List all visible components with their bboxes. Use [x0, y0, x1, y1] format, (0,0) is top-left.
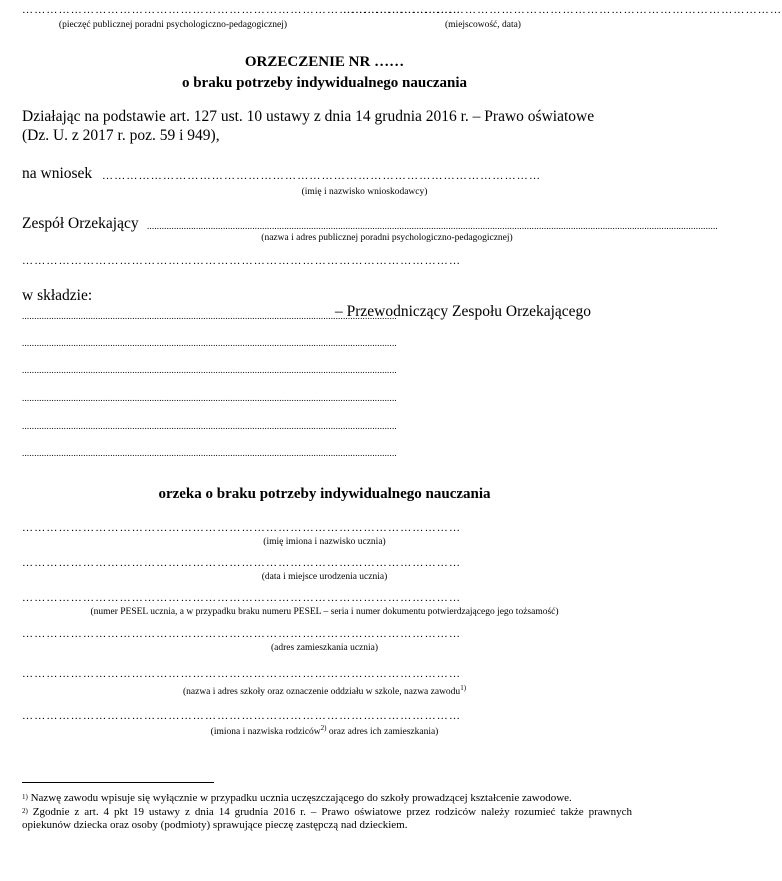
request-label: na wniosek [22, 165, 93, 182]
stamp-caption: (pieczęć publicznej poradni psychologiczno-pedagogicznej) [58, 20, 288, 30]
chair-field[interactable]: ......................................................................................................................................................... [22, 311, 397, 321]
student-name-caption: (imię imiona i nazwisko ucznia) [263, 537, 386, 547]
footnote-2-text: Zgodnie z art. 4 pkt 19 ustawy z dnia 14 grudnia 2016 r. – Prawo oświatowe przez rodziców należy rozumieć także prawnych opiekunów dziecka oraz osoby (podmioty) sprawujące pieczę zastępczą nad dzieckiem. [22, 806, 633, 831]
team-label: Zespół Orzekający [22, 215, 139, 232]
member-field-3[interactable]: ......................................................................................................................................................... [22, 393, 397, 403]
footnote-1-text: Nazwę zawodu wpisuje się wyłącznie w przypadku ucznia uczęszczającego do szkoły prowadzącej kształcenie zawodowe. [30, 792, 572, 804]
composition-label: w składzie: [22, 287, 93, 304]
student-name-field[interactable]: ……………………………………………………………………………………………… [22, 522, 462, 534]
request-field[interactable]: ……………………………………………………………………………………………… [102, 170, 542, 182]
school-caption-text: (nazwa i adres szkoły oraz oznaczenie oddziału w szkole, nazwa zawodu [182, 687, 461, 698]
document-title: ORZECZENIE NR …… [244, 54, 405, 70]
address-field[interactable]: ……………………………………………………………………………………………… [22, 628, 462, 640]
parents-caption-text-end: oraz adres ich zamieszkania) [326, 727, 439, 738]
document-subtitle: o braku potrzeby indywidualnego nauczania [181, 75, 468, 91]
member-field-2[interactable]: ......................................................................................................................................................... [22, 365, 397, 375]
school-caption [22, 682, 627, 698]
parents-field[interactable]: ……………………………………………………………………………………………… [22, 710, 462, 722]
request-caption: (imię i nazwisko wnioskodawcy) [301, 187, 428, 197]
footnote-separator [22, 782, 214, 783]
stamp-dots: ……………………………………………………………………………………………… [22, 4, 462, 16]
team-field-line2[interactable]: ……………………………………………………………………………………………… [22, 255, 462, 267]
footnote-2 [22, 806, 632, 832]
pesel-field[interactable]: ……………………………………………………………………………………………… [22, 592, 462, 604]
footnote-1-mark: 1) [22, 793, 28, 801]
legal-basis-line1: Działając na podstawie art. 127 ust. 10 ustawy z dnia 14 grudnia 2016 r. – Prawo oświatowe [22, 108, 595, 125]
pesel-caption: (numer PESEL ucznia, a w przypadku braku numeru PESEL – seria i numer dokumentu potwierdzającego jego tożsamość) [90, 607, 559, 617]
place-date-caption: (miejscowość, data) [445, 20, 521, 30]
team-field[interactable]: ......................................................................................................................................................................................................................................... [147, 221, 718, 231]
team-caption: (nazwa i adres publicznej poradni psychologiczno-pedagogicznej) [261, 233, 513, 243]
legal-basis-line2: (Dz. U. z 2017 r. poz. 59 i 949), [22, 127, 220, 144]
chair-label: – Przewodniczący Zespołu Orzekającego [335, 303, 592, 320]
place-date-dots: ……………………………………………………………………………………………… [343, 4, 782, 16]
parents-caption-text: (imiona i nazwiska rodziców [210, 727, 321, 738]
birth-field[interactable]: ……………………………………………………………………………………………… [22, 557, 462, 569]
address-caption: (adres zamieszkania ucznia) [270, 643, 379, 653]
ruling-heading: orzeka o braku potrzeby indywidualnego nauczania [158, 486, 491, 502]
footnote-2-mark: 2) [22, 807, 28, 815]
member-field-4[interactable]: ......................................................................................................................................................... [22, 421, 397, 431]
member-field-1[interactable]: ......................................................................................................................................................... [22, 338, 397, 348]
member-field-5[interactable]: ......................................................................................................................................................... [22, 448, 397, 458]
parents-caption [22, 722, 627, 738]
footnote-ref-1: 1) [460, 684, 467, 692]
school-field[interactable]: ……………………………………………………………………………………………… [22, 668, 462, 680]
footnote-1 [22, 792, 632, 805]
birth-caption: (data i miejsce urodzenia ucznia) [261, 572, 388, 582]
footnote-ref-2: 2) [320, 724, 327, 732]
